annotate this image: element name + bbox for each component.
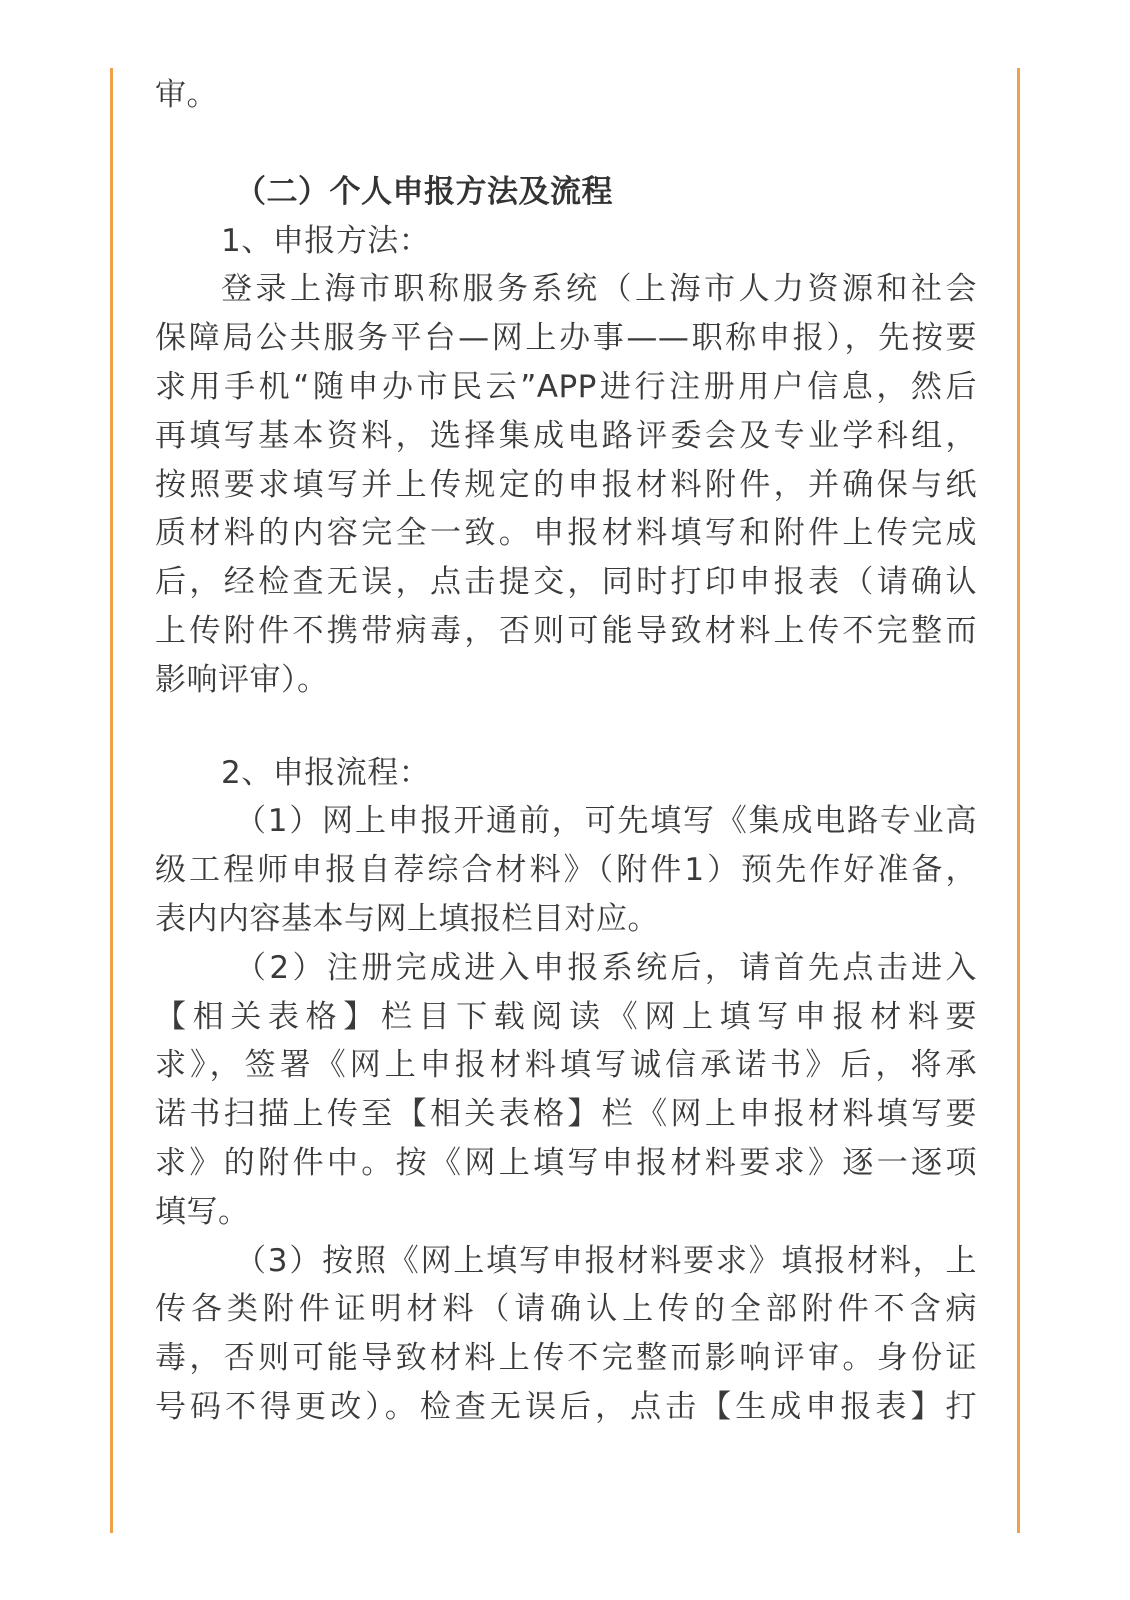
step-1-line: 表内内容基本与网上填报栏目对应。 xyxy=(155,900,659,937)
method-line: 后，经检查无误，点击提交，同时打印申报表（请确认 xyxy=(155,564,977,601)
intro-tail: 审。 xyxy=(155,77,218,113)
process-title: 2、申报流程： xyxy=(221,754,431,791)
step-2-line: 【相关表格】栏目下载阅读《网上填写申报材料要 xyxy=(155,998,977,1035)
step-3-line: 号码不得更改）。检查无误后，点击【生成申报表】打 xyxy=(155,1388,977,1425)
method-paragraph xyxy=(155,265,977,704)
process-step-3 xyxy=(155,1237,977,1432)
step-2-line: 求》，签署《网上申报材料填写诚信承诺书》后，将承 xyxy=(155,1047,977,1084)
right-accent-rule xyxy=(1017,68,1020,1533)
left-accent-rule xyxy=(110,68,113,1533)
step-2-line: 填写。 xyxy=(155,1193,250,1230)
step-2-line: （2）注册完成进入申报系统后，请首先点击进入 xyxy=(235,949,977,986)
step-2-line: 诺书扫描上传至【相关表格】栏《网上申报材料填写要 xyxy=(155,1096,977,1133)
process-step-1 xyxy=(155,797,977,943)
method-title: 1、申报方法： xyxy=(221,222,431,259)
step-1-line: 级工程师申报自荐综合材料》（附件1）预先作好准备， xyxy=(155,852,977,889)
process-step-2 xyxy=(155,944,977,1237)
step-3-line: （3）按照《网上填写申报材料要求》填报材料，上 xyxy=(235,1242,977,1279)
method-line: 上传附件不携带病毒，否则可能导致材料上传不完整而 xyxy=(155,612,977,649)
step-2-line: 求》的附件中。按《网上填写申报材料要求》逐一逐项 xyxy=(155,1144,977,1181)
step-1-line: （1）网上申报开通前，可先填写《集成电路专业高 xyxy=(235,803,977,840)
step-3-line: 毒，否则可能导致材料上传不完整而影响评审。身份证 xyxy=(155,1340,977,1377)
method-line: 再填写基本资料，选择集成电路评委会及专业学科组， xyxy=(155,417,977,454)
document-body xyxy=(155,71,977,1432)
method-line: 影响评审）。 xyxy=(155,661,329,698)
step-3-line: 传各类附件证明材料（请确认上传的全部附件不含病 xyxy=(155,1291,977,1328)
method-line: 求用手机“随申办市民云”APP进行注册用户信息，然后 xyxy=(155,368,977,405)
method-line: 质材料的内容完全一致。申报材料填写和附件上传完成 xyxy=(155,515,977,552)
method-line: 保障局公共服务平台—网上办事——职称申报），先按要 xyxy=(155,320,977,357)
method-line: 按照要求填写并上传规定的申报材料附件，并确保与纸 xyxy=(155,466,977,503)
method-line: 登录上海市职称服务系统（上海市人力资源和社会 xyxy=(221,271,977,308)
section-heading: （二）个人申报方法及流程 xyxy=(235,173,613,210)
